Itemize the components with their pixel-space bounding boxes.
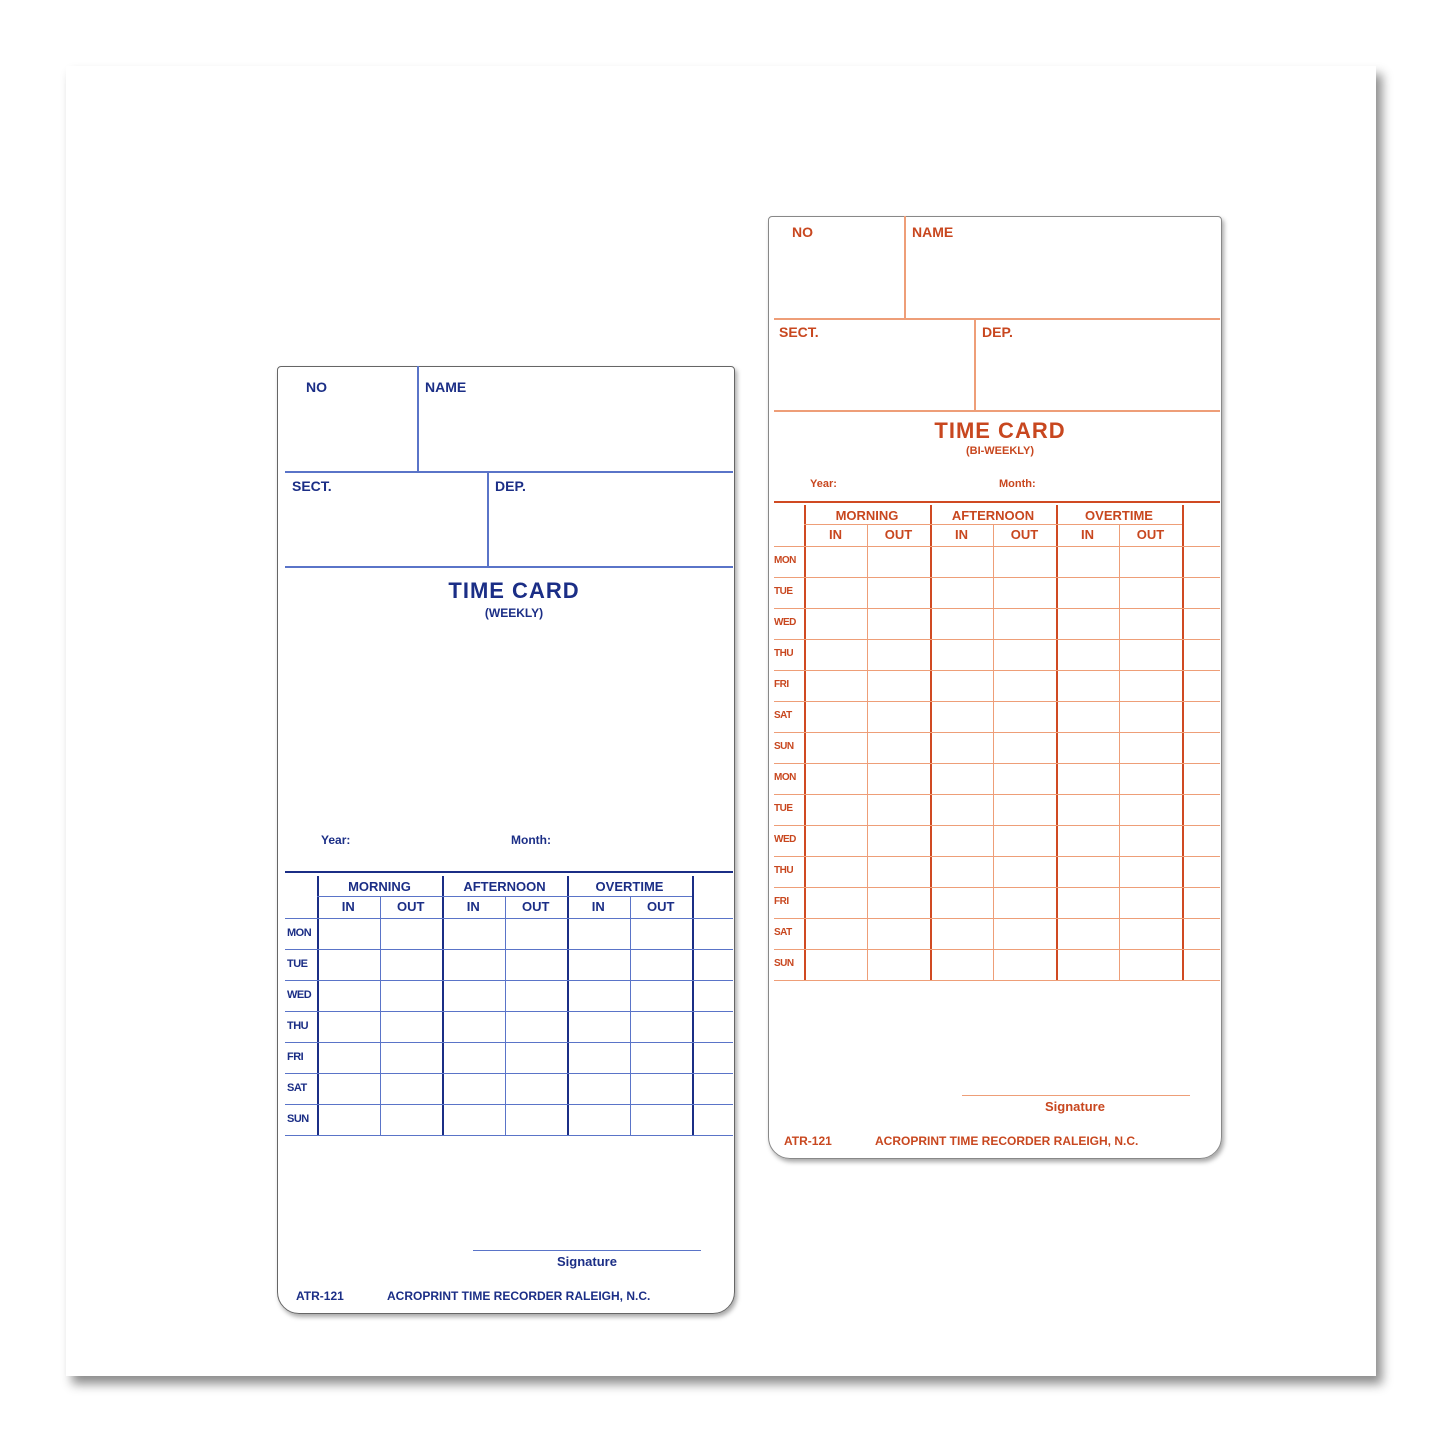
dep-label: DEP. [495, 478, 526, 494]
row-rule [774, 763, 1220, 764]
header-rule-1 [285, 471, 733, 473]
grid-top-rule [774, 501, 1220, 503]
day-label: TUE [287, 957, 308, 970]
in-label: IN [341, 899, 355, 914]
signature-line [962, 1095, 1190, 1096]
sect-dep-divider [974, 318, 976, 410]
day-label: THU [774, 647, 794, 659]
group-label: AFTERNOON [463, 879, 546, 894]
out-label: OUT [397, 899, 425, 914]
row-rule [774, 639, 1220, 640]
group-label: OVERTIME [1085, 508, 1153, 523]
card-subtitle: (WEEKLY) [484, 606, 544, 620]
row-rule [285, 949, 733, 950]
row-rule [774, 918, 1220, 919]
card-subtitle: (BI-WEEKLY) [965, 445, 1035, 457]
month-label: Month: [999, 478, 1036, 490]
row-rule [774, 608, 1220, 609]
out-label: OUT [647, 899, 675, 914]
in-out-divider [505, 896, 506, 1135]
in-label: IN [466, 899, 480, 914]
in-label: IN [1081, 527, 1094, 542]
row-rule [285, 1073, 733, 1074]
day-label: SUN [287, 1112, 309, 1125]
group-label: AFTERNOON [951, 508, 1035, 523]
form-number: ATR-121 [784, 1134, 832, 1148]
sect-label: SECT. [292, 478, 332, 494]
day-label: SAT [287, 1081, 307, 1094]
day-label: FRI [774, 678, 789, 690]
row-rule [774, 980, 1220, 981]
group-divider [567, 876, 569, 1135]
out-label: OUT [884, 527, 913, 542]
signature-label: Signature [557, 1254, 617, 1269]
row-rule [285, 1104, 733, 1105]
row-rule [285, 918, 733, 919]
out-label: OUT [1010, 527, 1039, 542]
day-column-divider [317, 876, 319, 1135]
row-rule [774, 577, 1220, 578]
day-label: SUN [774, 957, 794, 969]
year-label: Year: [321, 833, 351, 847]
row-rule [774, 949, 1220, 950]
day-label: SUN [774, 740, 794, 752]
group-divider [692, 876, 694, 1135]
day-label: SAT [774, 709, 792, 721]
row-rule [774, 670, 1220, 671]
in-label: IN [829, 527, 842, 542]
no-label: NO [792, 224, 813, 240]
header-rule-2 [285, 566, 733, 568]
group-label: OVERTIME [595, 879, 664, 894]
row-rule [774, 887, 1220, 888]
row-rule [774, 546, 1220, 547]
card-title: TIME CARD [934, 418, 1066, 443]
biweekly-time-card [768, 216, 1222, 1159]
in-out-divider [867, 524, 868, 980]
name-label: NAME [912, 224, 954, 240]
day-label: WED [287, 988, 312, 1001]
row-rule [774, 701, 1220, 702]
group-label: MORNING [835, 508, 899, 523]
in-out-divider [1119, 524, 1120, 980]
dep-label: DEP. [982, 324, 1013, 340]
in-out-divider [380, 896, 381, 1135]
in-label: IN [955, 527, 968, 542]
grid-top-rule [285, 871, 733, 873]
row-rule [774, 732, 1220, 733]
row-rule [774, 856, 1220, 857]
sect-label: SECT. [779, 324, 819, 340]
row-rule [285, 1011, 733, 1012]
weekly-time-card [277, 366, 735, 1314]
group-header-rule [804, 524, 1182, 525]
in-out-divider [993, 524, 994, 980]
day-label: WED [774, 616, 796, 628]
day-label: FRI [774, 895, 789, 907]
day-label: MON [774, 554, 796, 566]
row-rule [774, 825, 1220, 826]
card-title: TIME CARD [448, 578, 580, 603]
header-rule-2 [774, 410, 1220, 412]
row-rule [285, 980, 733, 981]
signature-line [473, 1250, 701, 1251]
group-divider [442, 876, 444, 1135]
day-label: THU [774, 864, 794, 876]
header-rule-1 [774, 318, 1220, 320]
group-label: MORNING [348, 879, 411, 894]
in-label: IN [591, 899, 605, 914]
day-label: TUE [774, 802, 793, 814]
publisher: ACROPRINT TIME RECORDER RALEIGH, N.C. [387, 1289, 651, 1303]
row-rule [285, 1042, 733, 1043]
form-number: ATR-121 [296, 1289, 344, 1303]
month-label: Month: [511, 833, 551, 847]
day-label: THU [287, 1019, 309, 1032]
name-label: NAME [425, 379, 467, 395]
day-label: FRI [287, 1050, 304, 1063]
row-rule [774, 794, 1220, 795]
in-out-divider [630, 896, 631, 1135]
group-header-rule [317, 896, 692, 897]
publisher: ACROPRINT TIME RECORDER RALEIGH, N.C. [875, 1134, 1139, 1148]
out-label: OUT [1136, 527, 1165, 542]
day-label: MON [774, 771, 796, 783]
day-label: MON [287, 926, 312, 939]
card-border [768, 216, 1222, 1159]
no-name-divider [904, 216, 906, 318]
signature-label: Signature [1045, 1099, 1105, 1114]
sect-dep-divider [487, 471, 489, 566]
day-label: SAT [774, 926, 792, 938]
no-label: NO [306, 379, 327, 395]
out-label: OUT [522, 899, 550, 914]
day-label: TUE [774, 585, 793, 597]
no-name-divider [417, 366, 419, 471]
day-label: WED [774, 833, 796, 845]
row-rule [285, 1135, 733, 1136]
year-label: Year: [810, 478, 837, 490]
